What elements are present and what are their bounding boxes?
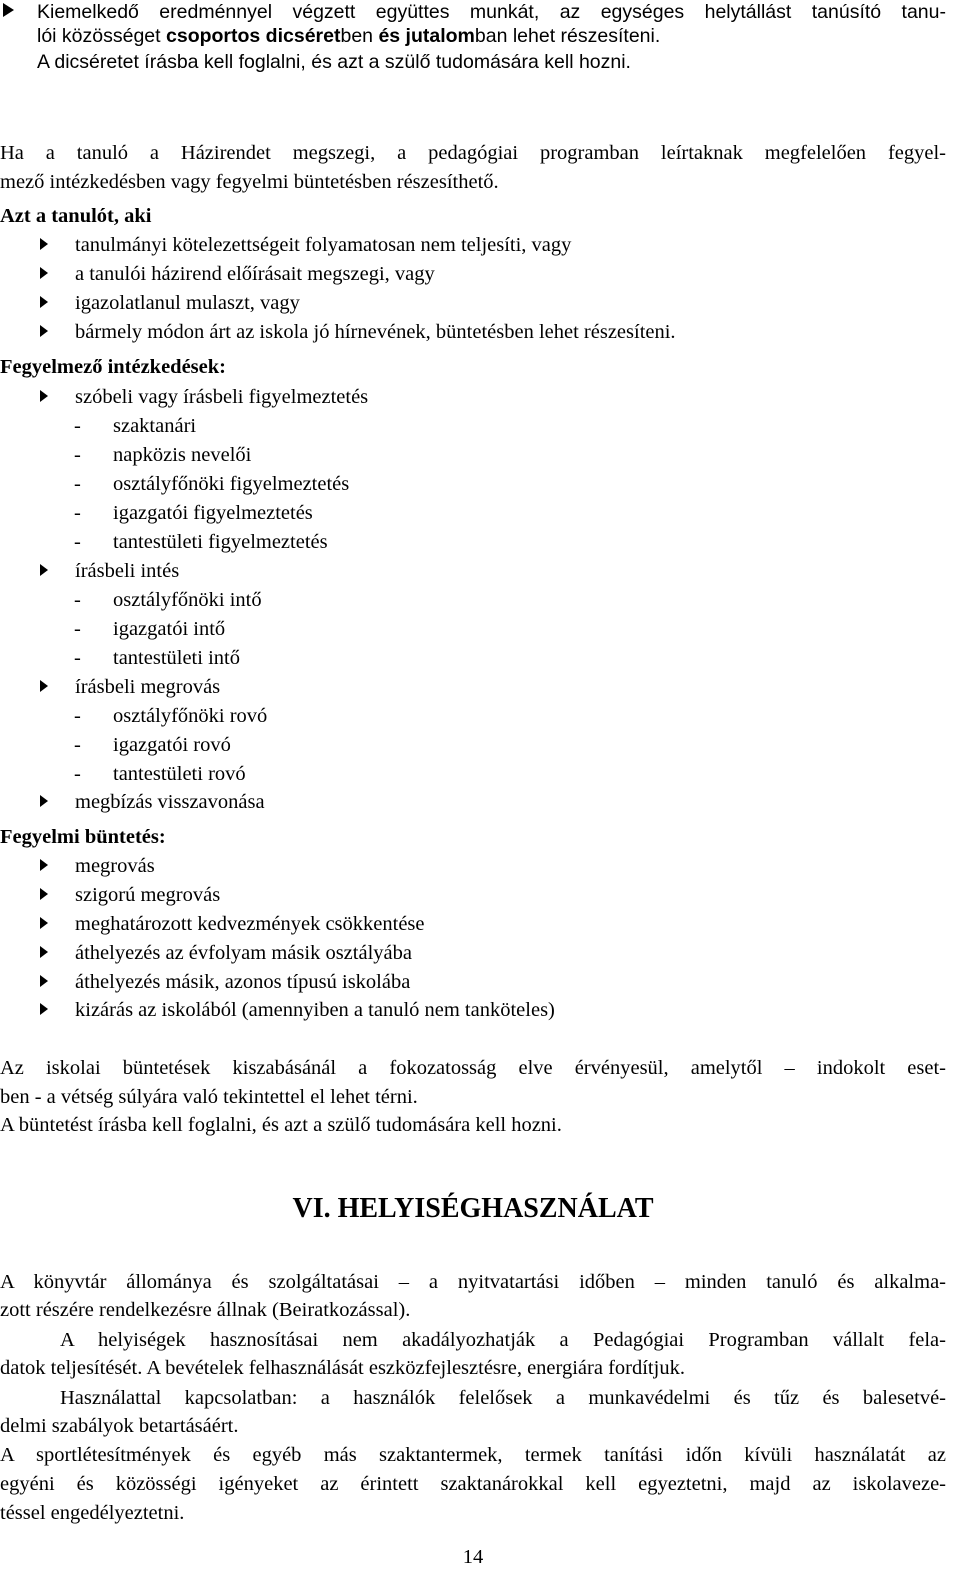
triangle-bullet-icon (40, 390, 48, 402)
measure-item: szóbeli vagy írásbeli figyelmeztetés (75, 386, 369, 408)
rooms-p4-line-3: téssel engedélyeztetni. (0, 1502, 185, 1524)
measure-item: írásbeli megrovás (75, 676, 221, 698)
student-item: igazolatlanul mulaszt, vagy (75, 292, 300, 314)
measure-subitem: osztályfőnöki figyelmeztetés (113, 473, 350, 495)
praise-line-3: A dicséretet írásba kell foglalni, és azt a szülő tudomására kell hozni. (37, 51, 631, 73)
rooms-p1-line-2: zott részére rendelkezésre állnak (Beiratkozással). (0, 1299, 411, 1321)
measure-subitem: igazgatói rovó (113, 734, 231, 756)
punishment-item: megrovás (75, 855, 155, 877)
rules-intro-line-1: Ha a tanuló a Házirendet megszegi, a pedagógiai programban leírtaknak megfelelően fegyel- (0, 142, 946, 164)
triangle-bullet-icon (40, 946, 48, 958)
punishment-item: kizárás az iskolából (amennyiben a tanuló nem tanköteles) (75, 999, 555, 1021)
triangle-bullet-icon (3, 3, 14, 17)
rooms-p3-line-2: delmi szabályok betartásáért. (0, 1415, 239, 1437)
gradation-line-2: ben - a vétség súlyára való tekintettel el lehet térni. (0, 1086, 418, 1108)
measure-subitem: osztályfőnöki rovó (113, 705, 268, 727)
triangle-bullet-icon (40, 296, 48, 308)
measure-subitem: szaktanári (113, 415, 197, 437)
triangle-bullet-icon (40, 975, 48, 987)
triangle-bullet-icon (40, 795, 48, 807)
rooms-p2-line-1: A helyiségek hasznosításai nem akadályozhatják a Pedagógiai Programban vállalt fela- (60, 1329, 946, 1351)
measure-subitem: tantestületi intő (113, 647, 240, 669)
gradation-line-1: Az iskolai büntetések kiszabásánál a fokozatosság elve érvényesül, amelytől – indokolt eset- (0, 1057, 946, 1079)
punishment-item: áthelyezés az évfolyam másik osztályába (75, 942, 412, 964)
praise-text: ban lehet részesíteni. (474, 25, 661, 47)
punishment-item: áthelyezés másik, azonos típusú iskolába (75, 971, 411, 993)
student-item: a tanulói házirend előírásait megszegi, vagy (75, 263, 435, 285)
dash-marker: - (74, 618, 81, 640)
measure-subitem: igazgatói figyelmeztetés (113, 502, 313, 524)
dash-marker: - (74, 444, 81, 466)
measure-subitem: tantestületi rovó (113, 763, 246, 785)
praise-text: ben (340, 25, 379, 47)
dash-marker: - (74, 763, 81, 785)
rooms-p2-line-2: datok teljesítését. A bevételek felhasználását eszközfejlesztésre, energiára fordítjuk. (0, 1357, 685, 1379)
praise-line-1: Kiemelkedő eredménnyel végzett együttes munkát, az egységes helytállást tanúsító tanu- (37, 1, 946, 23)
student-item: tanulmányi kötelezettségeit folyamatosan nem teljesíti, vagy (75, 234, 572, 256)
student-heading: Azt a tanulót, aki (0, 205, 152, 227)
triangle-bullet-icon (40, 238, 48, 250)
group-praise-term: csoportos dicséret (166, 25, 341, 47)
page-number: 14 (462, 1546, 484, 1568)
rooms-p4-line-2: egyéni és közösségi igényeket az érintett szaktanárokkal kell egyeztetni, majd az iskolaveze- (0, 1473, 946, 1495)
measure-item: megbízás visszavonása (75, 791, 265, 813)
dash-marker: - (74, 705, 81, 727)
section-title: VI. HELYISÉGHASZNÁLAT (292, 1193, 654, 1224)
triangle-bullet-icon (40, 267, 48, 279)
dash-marker: - (74, 589, 81, 611)
measure-subitem: napközis nevelői (113, 444, 252, 466)
rooms-p3-line-1: Használattal kapcsolatban: a használók felelősek a munkavédelmi és tűz és balesetvé- (60, 1387, 946, 1409)
punishments-heading: Fegyelmi büntetés: (0, 826, 166, 848)
dash-marker: - (74, 531, 81, 553)
triangle-bullet-icon (40, 917, 48, 929)
dash-marker: - (74, 473, 81, 495)
measures-heading: Fegyelmező intézkedések: (0, 356, 226, 378)
triangle-bullet-icon (40, 564, 48, 576)
student-item: bármely módon árt az iskola jó hírnevének, büntetésben lehet részesíteni. (75, 321, 676, 343)
rooms-p4-line-1: A sportlétesítmények és egyéb más szaktantermek, termek tanítási időn kívüli használatát az (0, 1444, 946, 1466)
triangle-bullet-icon (40, 325, 48, 337)
measure-subitem: tantestületi figyelmeztetés (113, 531, 328, 553)
rules-intro-line-2: mező intézkedésben vagy fegyelmi büntetésben részesíthető. (0, 171, 499, 193)
punishment-item: meghatározott kedvezmények csökkentése (75, 913, 425, 935)
punishment-item: szigorú megrovás (75, 884, 221, 906)
praise-text: lói közösséget (37, 25, 166, 47)
measure-subitem: osztályfőnöki intő (113, 589, 262, 611)
measure-item: írásbeli intés (75, 560, 180, 582)
dash-marker: - (74, 647, 81, 669)
gradation-line-3: A büntetést írásba kell foglalni, és azt a szülő tudomására kell hozni. (0, 1114, 562, 1136)
measure-subitem: igazgatói intő (113, 618, 226, 640)
triangle-bullet-icon (40, 680, 48, 692)
praise-line-2 (37, 24, 660, 48)
triangle-bullet-icon (40, 1003, 48, 1015)
dash-marker: - (74, 734, 81, 756)
reward-term: és jutalom (378, 25, 475, 47)
triangle-bullet-icon (40, 859, 48, 871)
dash-marker: - (74, 502, 81, 524)
triangle-bullet-icon (40, 888, 48, 900)
rooms-p1-line-1: A könyvtár állománya és szolgáltatásai – a nyitvatartási időben – minden tanuló és alkalma- (0, 1271, 946, 1293)
dash-marker: - (74, 415, 81, 437)
